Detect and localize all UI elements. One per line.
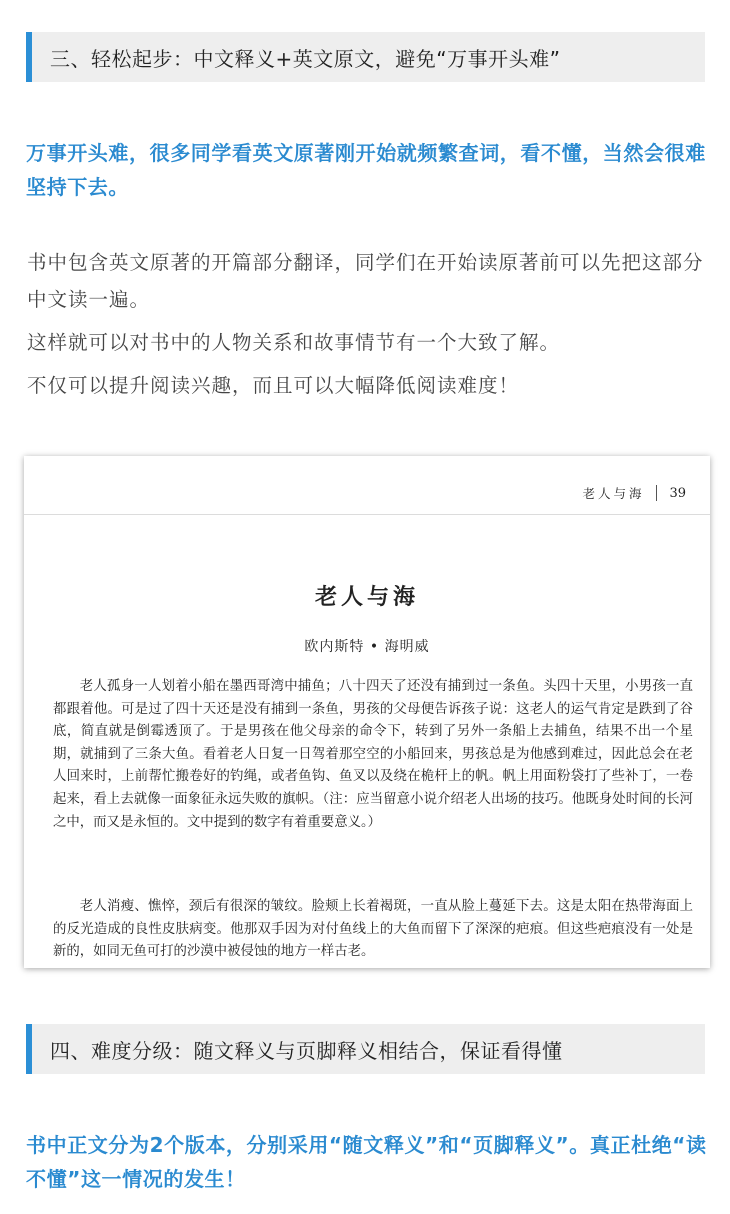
body-text xyxy=(27,244,712,410)
section-heading-4 xyxy=(26,1024,705,1074)
book-paragraph-2: 老人消瘦、憔悴，颈后有很深的皱纹。脸颊上长着褐斑，一直从脸上蔓延下去。这是太阳在热带海面上的反光造成的良性皮肤病变。他那双手因为对付鱼线上的大鱼而留下了深深的疤痕。但这些疤痕没有一处是新的，如同无鱼可打的沙漠中被侵蚀的地方一样古老。 xyxy=(53,899,693,960)
page-header xyxy=(582,484,686,502)
section-heading-3 xyxy=(26,32,705,82)
section-heading-3-text: 三、轻松起步：中文释义+英文原文，避免“万事开头难” xyxy=(50,46,561,71)
body-paragraph-2: 这样就可以对书中的人物关系和故事情节有一个大致了解。 xyxy=(27,331,561,354)
header-rule xyxy=(24,514,710,515)
body-paragraph-1: 书中包含英文原著的开篇部分翻译，同学们在开始读原著前可以先把这部分中文读一遍。 xyxy=(27,251,704,311)
highlight-text-1: 万事开头难，很多同学看英文原著刚开始就频繁查词，看不懂，当然会很难坚持下去。 xyxy=(26,141,706,199)
book-page-image xyxy=(24,456,710,968)
book-paragraph-1: 老人孤身一人划着小船在墨西哥湾中捕鱼；八十四天了还没有捕到过一条鱼。头四十天里，小男孩一直都跟着他。可是过了四十天还是没有捕到一条鱼，男孩的父母便告诉孩子说：这老人的运气肯定是跌到了谷底，简直就是倒霉透顶了。于是男孩在他父母亲的命令下，转到了另外一条船上去捕鱼，结果不出一个星期，就捕到了三条大鱼。看着老人日复一日驾着那空空的小船回来，男孩总是为他感到难过，因此总会在老人回来时，上前帮忙搬卷好的钓绳，或者鱼钩、鱼叉以及绕在桅杆上的帆。帆上用面粉袋打了些补丁，一卷起来，看上去就像一面象征永远失败的旗帜。（注：应当留意小说介绍老人出场的技巧。他既身处时间的长河之中，而又是永恒的。文中提到的数字有着重要意义。） xyxy=(53,679,693,830)
page-number: 39 xyxy=(669,485,686,501)
highlight-text-2: 书中正文分为2个版本，分别采用“随文释义”和“页脚释义”。真正杜绝“读不懂”这一情况的发生！ xyxy=(26,1133,707,1191)
body-paragraph-3: 不仅可以提升阅读兴趣，而且可以大幅降低阅读难度！ xyxy=(27,374,520,397)
header-divider xyxy=(656,485,657,501)
section-heading-4-text: 四、难度分级：随文释义与页脚释义相结合，保证看得懂 xyxy=(50,1038,563,1063)
running-head: 老人与海 xyxy=(582,486,645,501)
book-author: 欧内斯特 • 海明威 xyxy=(304,639,430,655)
book-title: 老人与海 xyxy=(314,584,419,610)
